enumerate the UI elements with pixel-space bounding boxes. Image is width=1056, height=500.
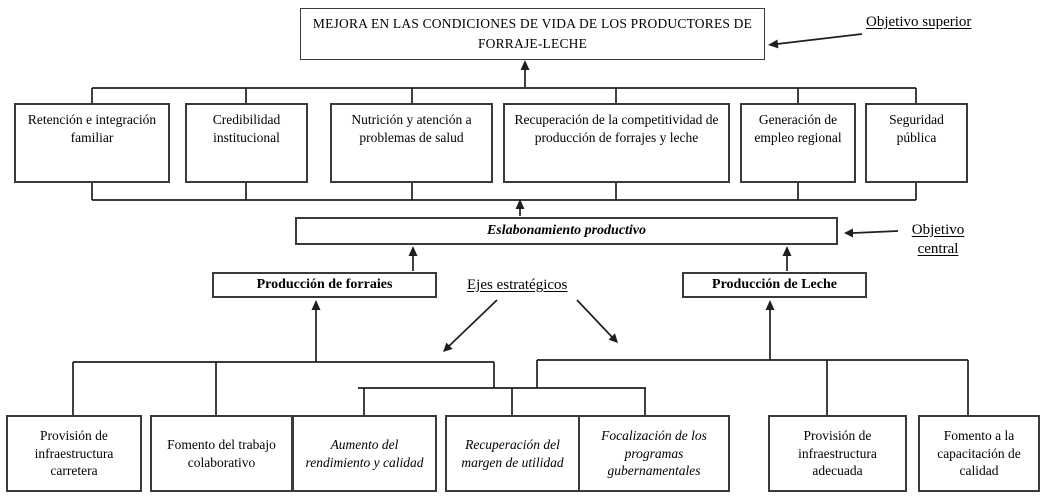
arrowhead-forrajes-central — [409, 246, 418, 256]
strategy-box-infraestructura-adecuada — [768, 415, 907, 492]
objetivo-central-box — [295, 217, 838, 245]
objetivo-central-text: Eslabonamiento productivo — [486, 222, 647, 238]
outcome-box-seguridad — [865, 103, 968, 183]
outcome-text: Seguridad pública — [889, 112, 944, 145]
strategy-box-trabajo-colaborativo — [150, 415, 293, 492]
arrowhead-objetivo-central — [844, 229, 853, 238]
produccion-forrajes-box — [212, 272, 437, 298]
objetivo-superior-label: Objetivo superior — [866, 14, 972, 30]
outcome-text: Recuperación de la competitividad de producción de forrajes y leche — [514, 112, 719, 145]
outcome-box-credibilidad — [185, 103, 308, 183]
strategy-text: Focalización de los programas gubernamentales — [601, 427, 707, 479]
strategy-text: Aumento del rendimiento y calidad — [305, 436, 424, 470]
strategy-text: Recuperación del margen de utilidad — [461, 436, 564, 470]
arrowhead-tree-forrajes — [312, 300, 321, 310]
arrowhead-top-box — [521, 60, 530, 70]
strategy-text: Fomento del trabajo colaborativo — [167, 436, 276, 470]
strategy-text: Provisión de infraestructura carretera — [34, 427, 114, 479]
produccion-leche-box — [682, 272, 867, 298]
outcome-text: Credibilidad institucional — [212, 112, 281, 145]
strategy-box-margen-utilidad — [445, 415, 580, 492]
objetivo-central-label: Objetivo central — [911, 222, 965, 257]
strategy-text: Fomento a la capacitación de calidad — [937, 427, 1021, 479]
arrowhead-tree-leche — [766, 300, 775, 310]
objetivo-superior-text: MEJORA EN LAS CONDICIONES DE VIDA DE LOS PRODUCTORES DE FORRAJE-LECHE — [312, 15, 753, 51]
outcome-box-nutricion — [330, 103, 493, 183]
outcome-box-empleo — [740, 103, 856, 183]
produccion-forrajes-text: Producción de forraies — [256, 276, 393, 292]
outcome-text: Retención e integración familiar — [27, 112, 157, 145]
outcome-text: Generación de empleo regional — [754, 112, 842, 145]
produccion-leche-text: Producción de Leche — [712, 276, 837, 292]
strategy-box-infraestructura-carretera — [6, 415, 142, 492]
strategy-box-capacitacion-calidad — [918, 415, 1040, 492]
arrowhead-objetivo-superior — [768, 40, 778, 49]
outcome-box-competitividad — [503, 103, 730, 183]
strategy-text: Provisión de infraestructura adecuada — [798, 427, 877, 479]
strategy-box-rendimiento-calidad — [292, 415, 437, 492]
arrowhead-leche-central — [783, 246, 792, 256]
outcome-text: Nutrición y atención a problemas de salud — [351, 112, 472, 145]
ejes-estrategicos-label: Ejes estratégicos — [467, 277, 568, 293]
strategy-box-programas-gubernamentales — [578, 415, 730, 492]
outcome-box-retencion — [14, 103, 170, 183]
objetivo-superior-box — [300, 8, 765, 60]
